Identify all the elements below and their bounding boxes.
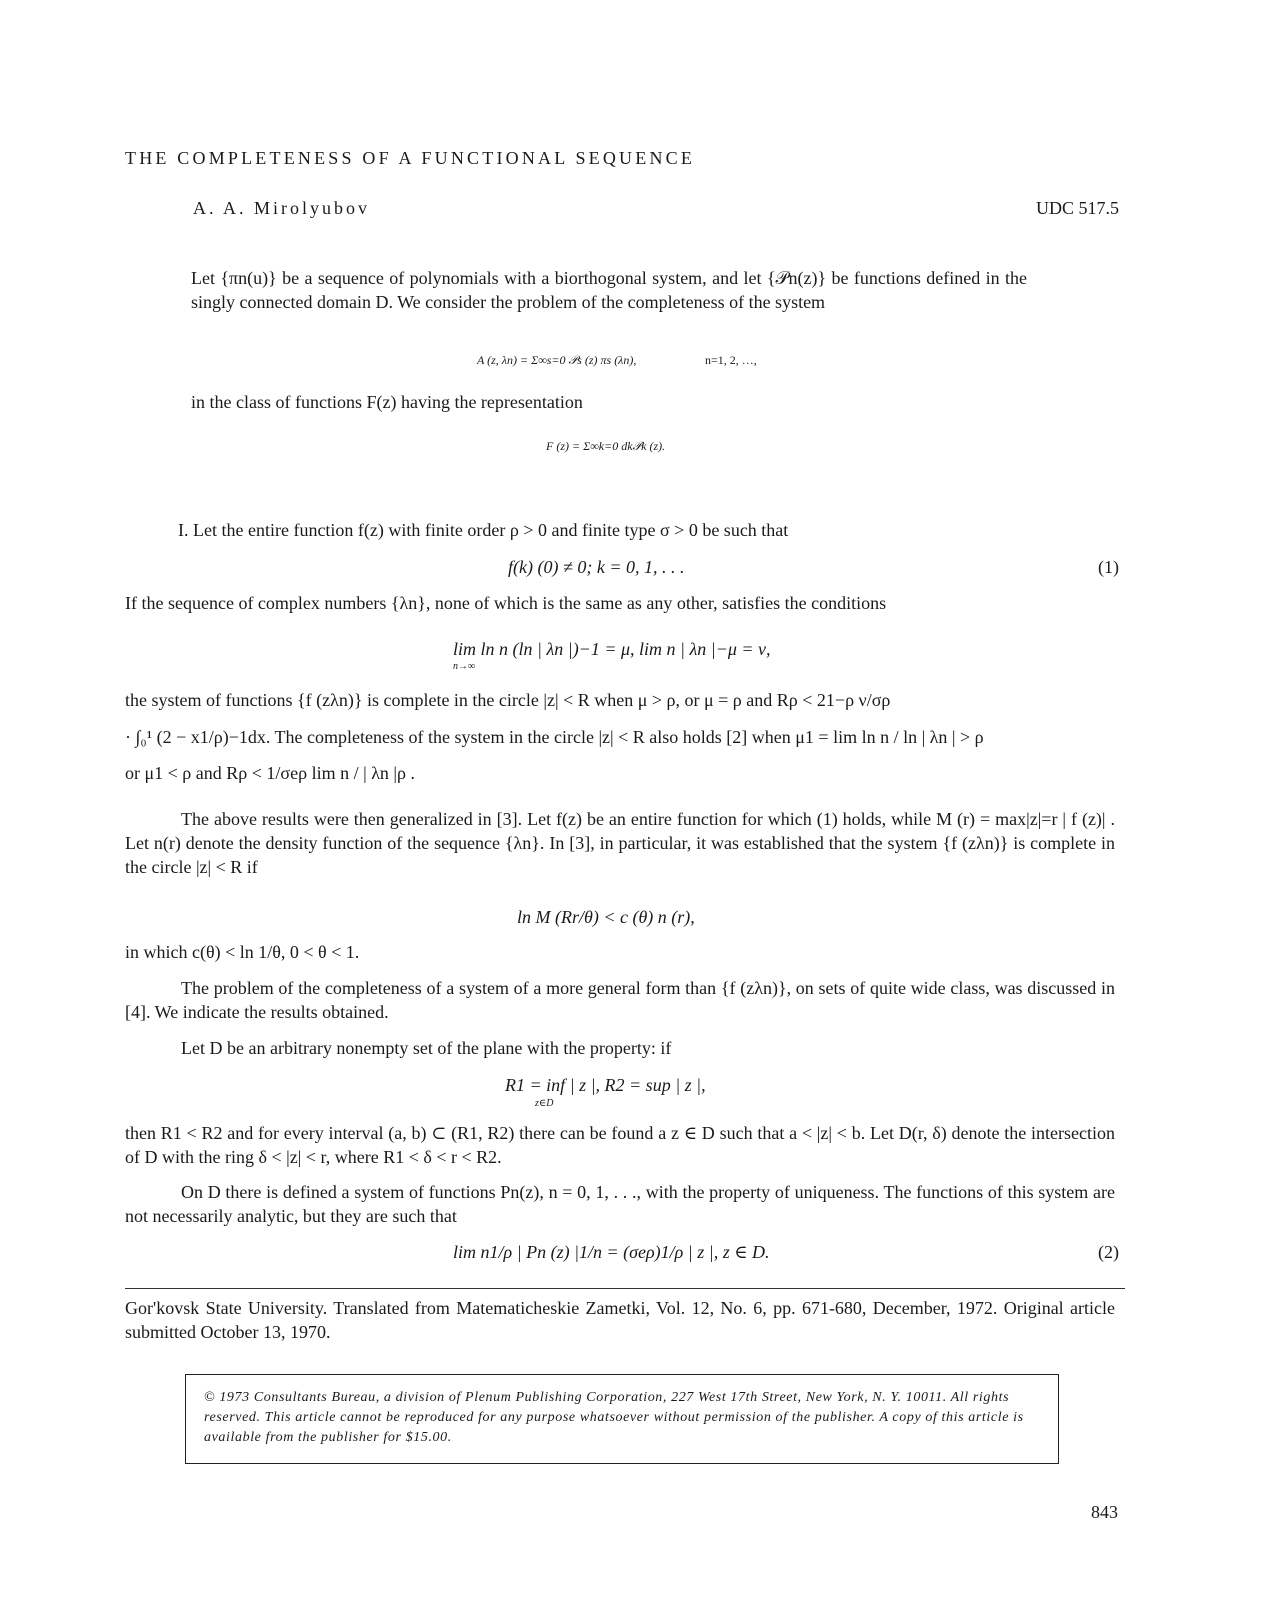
equation-2-number: (2) <box>1098 1242 1119 1262</box>
equation-1-number: (1) <box>1098 557 1119 577</box>
system-paragraph-line-3: or μ1 < ρ and Rρ < 1/σeρ lim n / | λn |ρ . <box>125 763 416 783</box>
footnote: Gor'kovsk State University. Translated from Matematicheskie Zametki, Vol. 12, No. 6, pp. 671-680, December, 1972. Original article submitted October 13, 1970. <box>125 1298 1115 1342</box>
conditions-paragraph: If the sequence of complex numbers {λn}, none of which is the same as any other, satisfies the conditions <box>125 593 887 613</box>
paper-title: THE COMPLETENESS OF A FUNCTIONAL SEQUENCE <box>125 148 696 168</box>
equation-A: A (z, λn) = Σ∞s=0 𝒫s (z) πs (λn), <box>477 353 637 367</box>
author-name: A. A. Mirolyubov <box>193 198 371 218</box>
equation-2: lim n1/ρ | Pn (z) |1/n = (σeρ)1/ρ | z |, z ∈ D. <box>453 1242 770 1262</box>
footnote-divider <box>125 1288 1125 1289</box>
equation-F: F (z) = Σ∞k=0 dk𝒫k (z). <box>546 439 666 453</box>
equation-M: ln M (Rr/θ) < c (θ) n (r), <box>517 907 695 927</box>
set-D-paragraph: Let D be an arbitrary nonempty set of the plane with the property: if <box>181 1038 672 1058</box>
udc-code: UDC 517.5 <box>1035 198 1119 218</box>
section-1-intro: I. Let the entire function f(z) with finite order ρ > 0 and finite type σ > 0 be such that <box>178 520 789 540</box>
equation-limits: lim ln n (ln | λn |)−1 = μ, lim n | λn |−μ = ν, <box>453 639 771 659</box>
abstract-paragraph-1: Let {πn(u)} be a sequence of polynomials with a biorthogonal system, and let {𝒫n(z)} be functions defined in the singly connected domain D. We consider the problem of the completeness of the system <box>191 268 1027 312</box>
abstract-paragraph-2: in the class of functions F(z) having the representation <box>191 392 583 412</box>
equation-limits-subscript: n→∞ <box>453 661 476 672</box>
page-number: 843 <box>1091 1502 1118 1522</box>
Pn-paragraph: On D there is defined a system of functions Pn(z), n = 0, 1, . . ., with the property of uniqueness. The functions of this system are not necessarily analytic, but they are such that <box>125 1182 1115 1226</box>
equation-R: R1 = inf | z |, R2 = sup | z |, <box>505 1075 706 1095</box>
copyright-notice: © 1973 Consultants Bureau, a division of Plenum Publishing Corporation, 227 West 17th Street, New York, N. Y. 10011. All rights reserved. This article cannot be reproduced for any purpose whatsoever without permission of the publisher. A copy of this article is available from the publisher for $15.00. <box>185 1374 1059 1464</box>
equation-A-range: n=1, 2, …, <box>705 353 757 367</box>
generalized-paragraph: The above results were then generalized in [3]. Let f(z) be an entire function for which (1) holds, while M (r) = max|z|=r | f (z)| . Let n(r) denote the density function of the sequence {λn}. In [3], in particular, it was established that the system {f (zλn)} is complete in the circle |z| < R if <box>125 809 1115 877</box>
equation-1: f(k) (0) ≠ 0; k = 0, 1, . . . <box>508 557 685 577</box>
interval-paragraph: then R1 < R2 and for every interval (a, b) ⊂ (R1, R2) there can be found a z ∈ D such that a < |z| < b. Let D(r, δ) denote the intersection of D with the ring δ < |z| < r, where R1 < δ < r < R2. <box>125 1123 1115 1167</box>
system-paragraph-line-1: the system of functions {f (zλn)} is complete in the circle |z| < R when μ > ρ, or μ = ρ and Rρ < 21−ρ ν/σρ <box>125 690 891 710</box>
theta-paragraph: in which c(θ) < ln 1/θ, 0 < θ < 1. <box>125 942 360 962</box>
equation-R-subscript: z∈D <box>535 1098 554 1109</box>
problem-paragraph: The problem of the completeness of a system of a more general form than {f (zλn)}, on sets of quite wide class, was discussed in [4]. We indicate the results obtained. <box>125 978 1115 1022</box>
system-paragraph-line-2: · ∫₀¹ (2 − x1/ρ)−1dx. The completeness of the system in the circle |z| < R also holds [2] when μ1 = lim ln n / ln | λn | > ρ <box>125 727 984 747</box>
